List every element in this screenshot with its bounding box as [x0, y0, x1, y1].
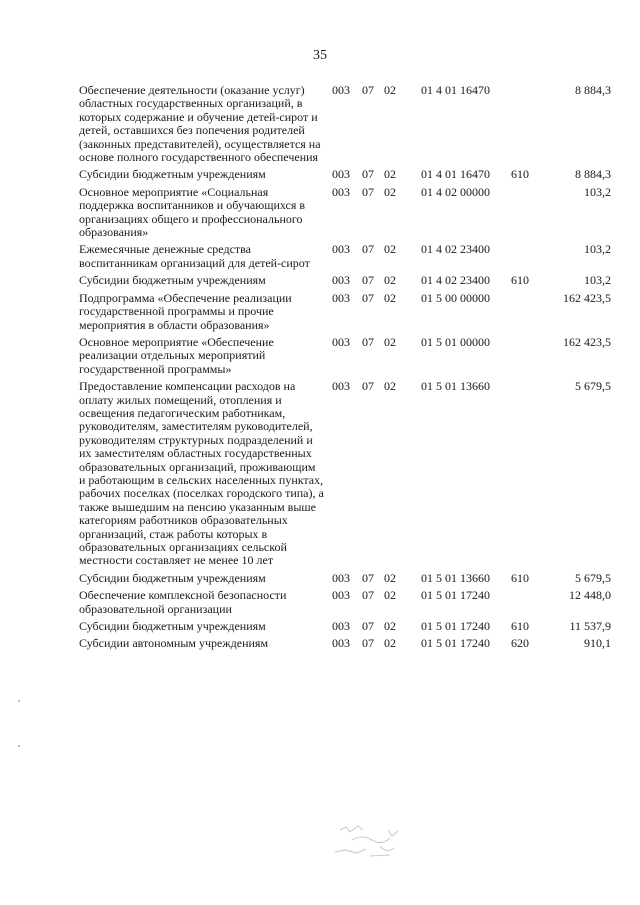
cell-section: 07: [362, 619, 374, 634]
cell-subsection: 02: [384, 242, 396, 257]
cell-admin-code: 003: [332, 619, 350, 634]
cell-subsection: 02: [384, 334, 396, 349]
table-row: [79, 168, 611, 185]
cell-target-article: 01 5 01 13660: [421, 379, 490, 394]
cell-target-article: 01 5 01 17240: [421, 636, 490, 651]
cell-name: Ежемесячные денежные средства воспитанникам организаций для детей-сирот: [79, 242, 310, 270]
cell-sum: 103,2: [584, 273, 611, 288]
cell-expense-type: 610: [511, 570, 529, 585]
cell-target-article: 01 5 01 00000: [421, 334, 490, 349]
scan-speck: [18, 745, 20, 747]
cell-sum: 162 423,5: [563, 334, 611, 349]
table-row: [79, 186, 611, 244]
cell-sum: 8 884,3: [575, 167, 611, 182]
cell-section: 07: [362, 83, 374, 97]
cell-subsection: 02: [384, 570, 396, 585]
cell-sum: 910,1: [584, 636, 611, 651]
cell-admin-code: 003: [332, 588, 350, 603]
cell-target-article: 01 5 01 17240: [421, 619, 490, 634]
cell-target-article: 01 4 01 16470: [421, 167, 490, 182]
table-row: [79, 84, 611, 168]
cell-subsection: 02: [384, 619, 396, 634]
cell-target-article: 01 4 01 16470: [421, 83, 490, 97]
table-row: [79, 620, 611, 637]
cell-section: 07: [362, 588, 374, 603]
page-number: 35: [313, 48, 327, 63]
cell-admin-code: 003: [332, 83, 350, 97]
cell-subsection: 02: [384, 83, 396, 97]
budget-table: [79, 84, 611, 655]
cell-expense-type: 610: [511, 619, 529, 634]
cell-subsection: 02: [384, 167, 396, 182]
cell-sum: 162 423,5: [563, 290, 611, 305]
cell-name: Субсидии автономным учреждениям: [79, 636, 269, 651]
cell-name: Предоставление компенсации расходов на оплату жилых помещений, отопления и освещения педагогическим работникам, руководителям, заместителям руководителей, руководителям структурных подразделений и их заместителям областных государственных образовательных организаций, проживающим и работающим в сельских населенных пунктах, рабочих поселках (поселках городского типа), а также вышедшим на пенсию указанным выше категориям работников образовательных организаций, стаж работы которых в образовательных организациях сельской местности составляет не менее 10 лет: [79, 379, 324, 568]
cell-section: 07: [362, 167, 374, 182]
cell-name: Обеспечение комплексной безопасности образовательной организации: [79, 588, 287, 616]
cell-name: Субсидии бюджетным учреждениям: [79, 570, 266, 585]
cell-expense-type: 610: [511, 273, 529, 288]
cell-expense-type: 620: [511, 636, 529, 651]
cell-expense-type: [509, 292, 546, 336]
cell-target-article: 01 4 02 23400: [421, 242, 490, 257]
cell-expense-type: [509, 336, 546, 380]
cell-expense-type: [509, 589, 546, 620]
cell-admin-code: 003: [332, 379, 350, 394]
cell-name: Субсидии бюджетным учреждениям: [79, 167, 266, 182]
cell-section: 07: [362, 242, 374, 257]
cell-expense-type: 610: [511, 167, 529, 182]
cell-admin-code: 003: [332, 184, 350, 199]
cell-admin-code: 003: [332, 570, 350, 585]
cell-expense-type: [509, 243, 546, 274]
table-row: [79, 336, 611, 380]
cell-section: 07: [362, 570, 374, 585]
cell-section: 07: [362, 636, 374, 651]
table-row: [79, 292, 611, 336]
cell-sum: 5 679,5: [575, 570, 611, 585]
cell-sum: 103,2: [584, 184, 611, 199]
cell-sum: 11 537,9: [569, 619, 611, 634]
cell-section: 07: [362, 184, 374, 199]
budget-table-body: [79, 84, 611, 655]
cell-admin-code: 003: [332, 273, 350, 288]
cell-admin-code: 003: [332, 242, 350, 257]
cell-admin-code: 003: [332, 334, 350, 349]
cell-sum: 5 679,5: [575, 379, 611, 394]
cell-section: 07: [362, 273, 374, 288]
cell-admin-code: 003: [332, 636, 350, 651]
cell-subsection: 02: [384, 273, 396, 288]
cell-sum: 8 884,3: [575, 83, 611, 97]
cell-subsection: 02: [384, 290, 396, 305]
cell-target-article: 01 5 01 17240: [421, 588, 490, 603]
cell-expense-type: [509, 186, 546, 244]
table-row: [79, 274, 611, 291]
cell-target-article: 01 4 02 23400: [421, 273, 490, 288]
cell-name: Основное мероприятие «Обеспечение реализации отдельных мероприятий государственной программы»: [79, 334, 274, 376]
cell-name: Обеспечение деятельности (оказание услуг) областных государственных организаций, в которых содержание и обучение детей-сирот и детей, оставшихся без попечения родителей (законных представителей), осуществляется на основе полного государственного обеспечения: [79, 83, 321, 165]
cell-subsection: 02: [384, 636, 396, 651]
cell-section: 07: [362, 334, 374, 349]
cell-expense-type: [509, 84, 546, 168]
table-row: [79, 589, 611, 620]
cell-subsection: 02: [384, 184, 396, 199]
signature-mark: [330, 818, 420, 862]
cell-subsection: 02: [384, 588, 396, 603]
cell-section: 07: [362, 379, 374, 394]
cell-target-article: 01 4 02 00000: [421, 184, 490, 199]
cell-expense-type: [509, 380, 546, 572]
cell-admin-code: 003: [332, 290, 350, 305]
cell-target-article: 01 5 00 00000: [421, 290, 490, 305]
cell-target-article: 01 5 01 13660: [421, 570, 490, 585]
table-row: [79, 572, 611, 589]
cell-section: 07: [362, 290, 374, 305]
scan-speck: [18, 700, 20, 702]
cell-sum: 12 448,0: [569, 588, 611, 603]
cell-admin-code: 003: [332, 167, 350, 182]
cell-name: Субсидии бюджетным учреждениям: [79, 273, 266, 288]
table-row: [79, 243, 611, 274]
cell-name: Подпрограмма «Обеспечение реализации государственной программы и прочие мероприятия в области образования»: [79, 290, 292, 332]
table-row: [79, 380, 611, 572]
cell-sum: 103,2: [584, 242, 611, 257]
cell-name: Основное мероприятие «Социальная поддержка воспитанников и обучающихся в организациях общего и профессионального образования»: [79, 184, 306, 240]
cell-subsection: 02: [384, 379, 396, 394]
table-row: [79, 637, 611, 654]
cell-name: Субсидии бюджетным учреждениям: [79, 619, 266, 634]
